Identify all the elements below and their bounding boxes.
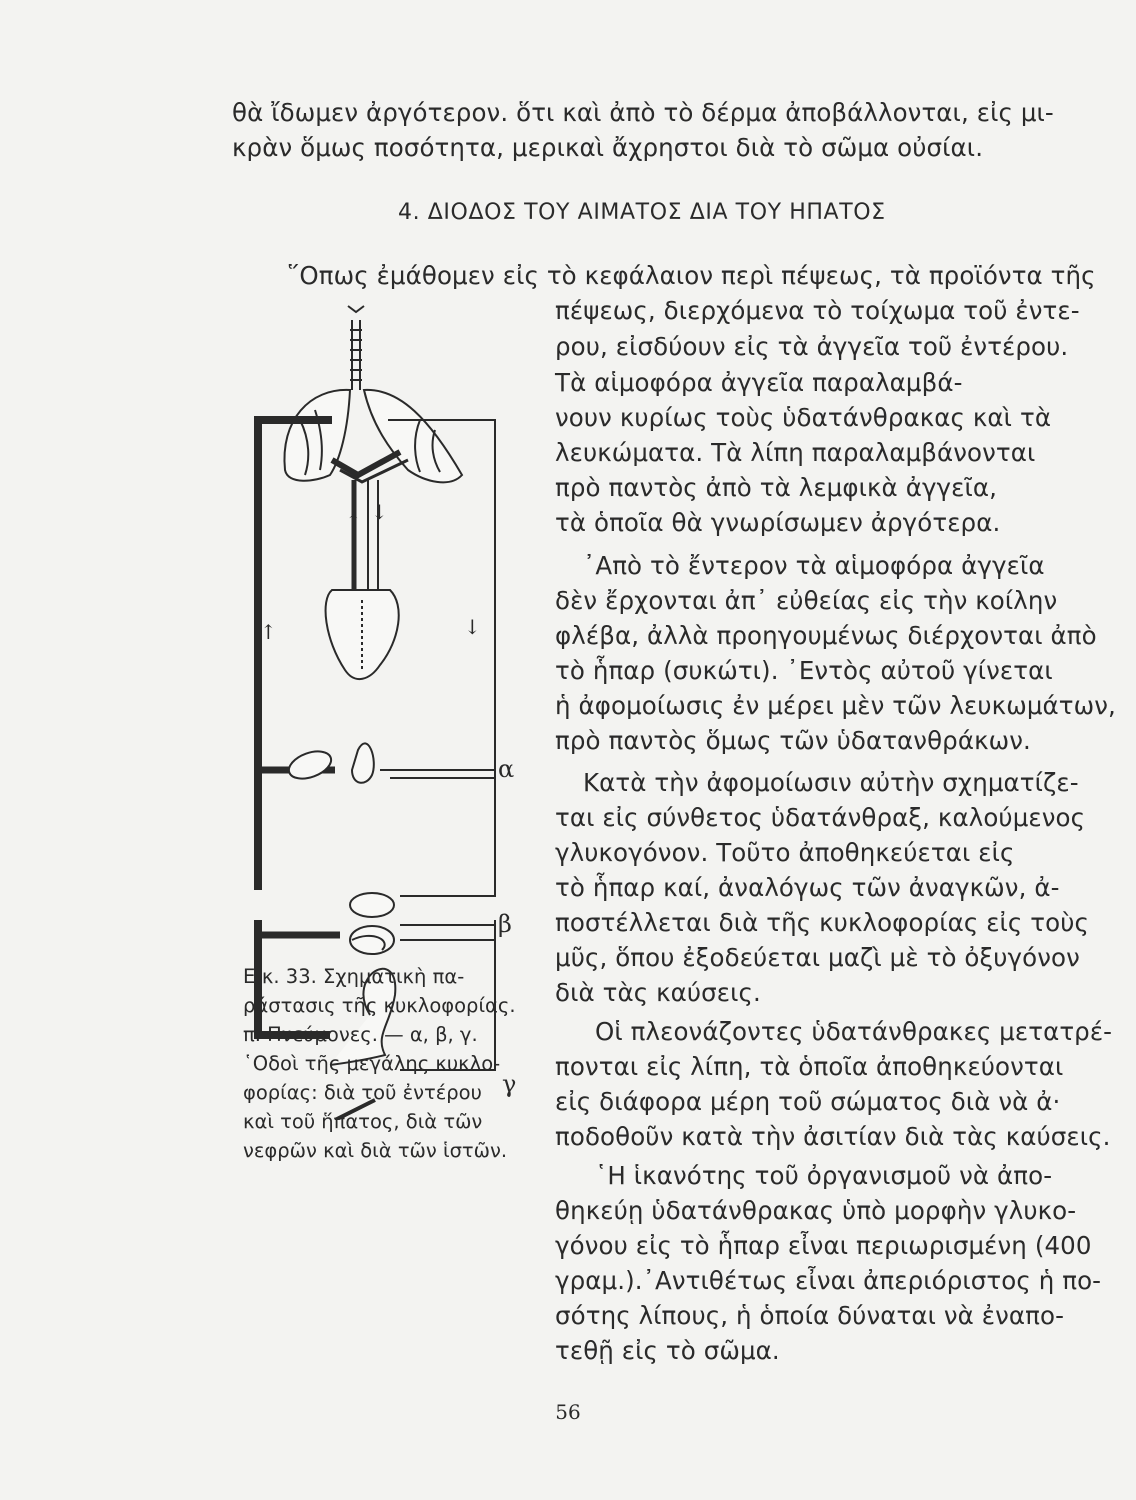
paragraph-line: ῞Οπως ἐμάθομεν εἰς τὸ κεφάλαιον περὶ πέψεως, τὰ προϊόντα τῆς [287,261,1096,290]
label-beta: β [498,910,512,938]
arrow-up-pulmonary: ↑ [345,510,362,534]
paragraph-line: πρὸ παντὸς ὅμως τῶν ὑδατανθράκων. [555,726,1031,755]
paragraph-line: τὸ ἧπαρ καί, ἀναλόγως τῶν ἀναγκῶν, ἀ- [555,873,1060,902]
paragraph-line: τεθῇ εἰς τὸ σῶμα. [555,1336,780,1365]
paragraph-line: εἰς διάφορα μέρη τοῦ σώματος διὰ νὰ ἀ· [555,1087,1061,1116]
figure-caption-line: Εἰκ. 33. Σχηματικὴ πα- [243,965,465,988]
paragraph-line: ῾Η ἱκανότης τοῦ ὀργανισμοῦ νὰ ἀπο- [595,1161,1053,1190]
paragraph-line: σότης λίπους, ἡ ὁποία δύναται νὰ ἐναπο- [555,1301,1065,1330]
paragraph-line: θηκεύῃ ὑδατάνθρακας ὑπὸ μορφὴν γλυκο- [555,1196,1077,1225]
paragraph-line: τὸ ἧπαρ (συκώτι). ᾿Εντὸς αὐτοῦ γίνεται [555,656,1053,685]
figure-caption-line: ῾Οδοὶ τῆς μεγάλης κυκλο- [243,1052,501,1075]
paragraph-line: μῦς, ὅπου ἐξοδεύεται μαζὶ μὲ τὸ ὀξυγόνον [555,943,1080,972]
paragraph-line: γραμ.).᾿Αντιθέτως εἶναι ἀπεριόριστος ἡ πο- [555,1266,1102,1295]
paragraph-line: πονται εἰς λίπη, τὰ ὁποῖα ἀποθηκεύονται [555,1052,1064,1081]
intro-line-1: θὰ ἴδωμεν ἀργότερον. ὅτι καὶ ἀπὸ τὸ δέρμα ἀποβάλλονται, εἰς μι- [232,98,1054,127]
figure-caption-line: καὶ τοῦ ἥπατος, διὰ τῶν [243,1110,483,1133]
paragraph-line: φλέβα, ἀλλὰ προηγουμένως διέρχονται ἀπὸ [555,621,1097,650]
paragraph-line: Κατὰ τὴν ἀφομοίωσιν αὐτὴν σχηματίζε- [583,768,1079,797]
arrow-down-systemic: ↓ [464,615,481,639]
paragraph-line: Τὰ αἱμοφόρα ἀγγεῖα παραλαμβά- [555,368,963,397]
paragraph-line: γλυκογόνον. Τοῦτο ἀποθηκεύεται εἰς [555,838,1015,867]
paragraph-line: τὰ ὁποῖα θὰ γνωρίσωμεν ἀργότερα. [555,508,1001,537]
figure-caption-line: ράστασις τῆς κυκλοφορίας. [243,994,516,1017]
page-number: 56 [555,1400,581,1424]
arrow-down-pulmonary: ↓ [371,500,388,524]
arrow-up-systemic: ↑ [260,620,277,644]
figure-caption-line: π. Πνεύμονες. — α, β, γ. [243,1023,478,1046]
paragraph-line: ται εἰς σύνθετος ὑδατάνθραξ, καλούμενος [555,803,1086,832]
paragraph-line: ποδοθοῦν κατὰ τὴν ἀσιτίαν διὰ τὰς καύσεις. [555,1122,1111,1151]
paragraph-line: ἡ ἀφομοίωσις ἐν μέρει μὲν τῶν λευκωμάτων, [555,691,1116,720]
paragraph-line: ποστέλλεται διὰ τῆς κυκλοφορίας εἰς τοὺς [555,908,1089,937]
figure-caption-line: φορίας: διὰ τοῦ ἐντέρου [243,1081,482,1104]
figure-caption-line: νεφρῶν καὶ διὰ τῶν ἱστῶν. [243,1139,508,1162]
label-alpha: α [498,755,515,783]
label-gamma: γ [502,1070,517,1098]
paragraph-line: διὰ τὰς καύσεις. [555,978,761,1007]
paragraph-line: Οἱ πλεονάζοντες ὑδατάνθρακες μετατρέ- [595,1017,1113,1046]
circulation-diagram-svg [240,300,540,960]
intro-line-2: κρὰν ὅμως ποσότητα, μερικαὶ ἄχρηστοι διὰ τὸ σῶμα οὐσίαι. [232,133,984,162]
paragraph-line: λευκώματα. Τὰ λίπη παραλαμβάνονται [555,438,1036,467]
paragraph-line: ᾿Απὸ τὸ ἔντερον τὰ αἱμοφόρα ἀγγεῖα [583,551,1045,580]
paragraph-line: νουν κυρίως τοὺς ὑδατάνθρακας καὶ τὰ [555,403,1052,432]
paragraph-line: ρου, εἰσδύουν εἰς τὰ ἀγγεῖα τοῦ ἐντέρου. [555,332,1069,361]
section-heading: 4. ΔΙΟΔΟΣ ΤΟΥ ΑΙΜΑΤΟΣ ΔΙΑ ΤΟΥ ΗΠΑΤΟΣ [398,200,886,225]
paragraph-line: δὲν ἔρχονται ἀπ᾿ εὐθείας εἰς τὴν κοίλην [555,586,1058,615]
paragraph-line: γόνου εἰς τὸ ἧπαρ εἶναι περιωρισμένη (400 [555,1231,1092,1260]
paragraph-line: πρὸ παντὸς ἀπὸ τὰ λεμφικὰ ἀγγεῖα, [555,473,998,502]
paragraph-line: πέψεως, διερχόμενα τὸ τοίχωμα τοῦ ἐντε- [555,296,1080,325]
